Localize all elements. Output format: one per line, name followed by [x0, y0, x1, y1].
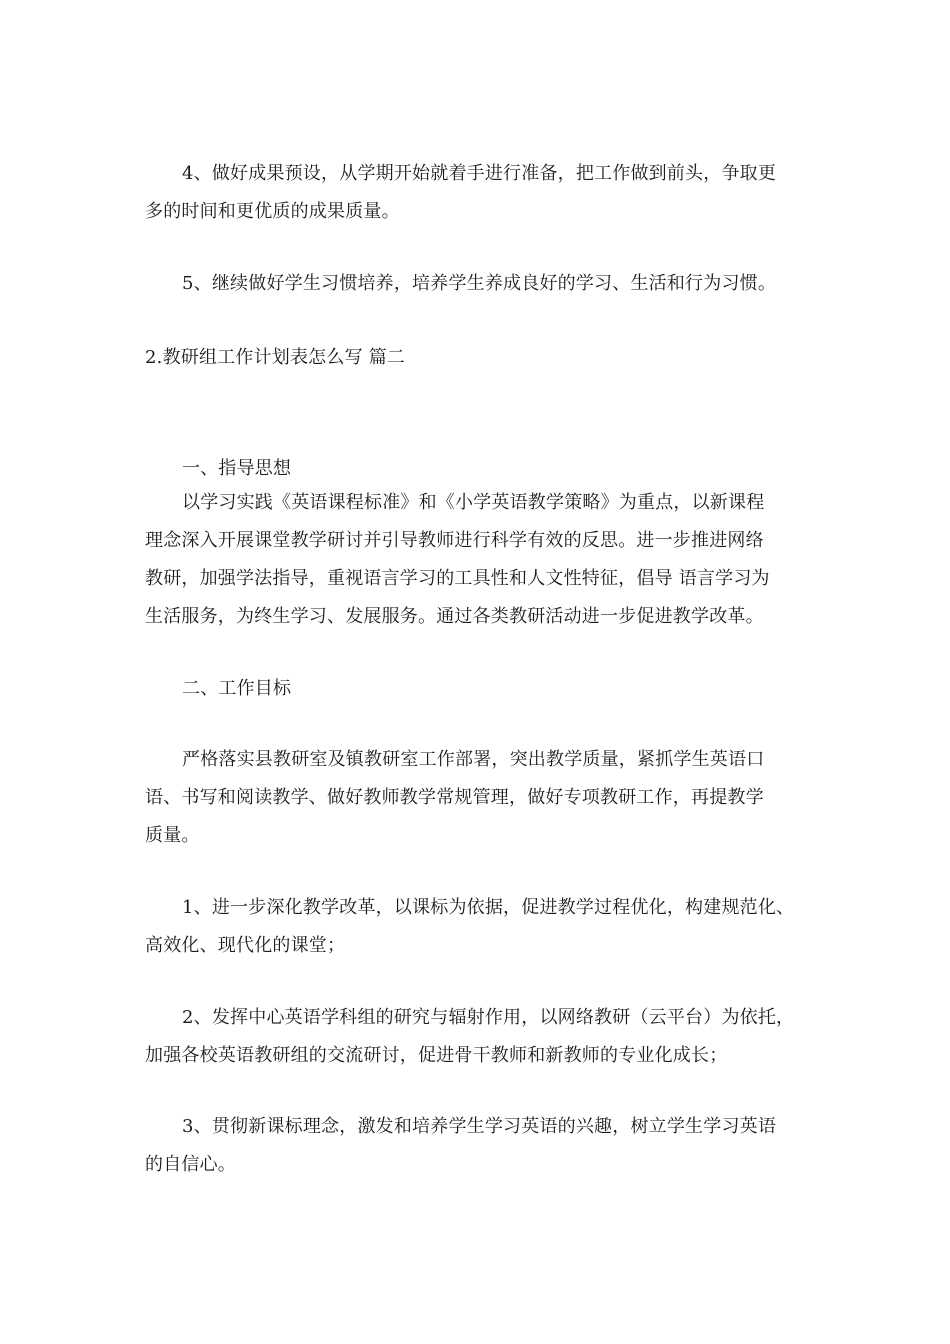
guiding-ideology-line-3: 教研，加强学法指导，重视语言学习的工具性和人文性特征，倡导 语言学习为	[145, 568, 770, 589]
guiding-ideology-line-1: 以学习实践《英语课程标准》和《小学英语教学策略》为重点，以新课程	[182, 492, 765, 513]
paragraph-4-line-1: 4、做好成果预设，从学期开始就着手进行准备，把工作做到前头，争取更	[182, 163, 777, 184]
work-goals-intro-line-3: 质量。	[145, 825, 200, 846]
goal-item-3-line-1: 3、贯彻新课标理念，激发和培养学生学习英语的兴趣，树立学生学习英语	[182, 1116, 777, 1137]
goal-item-3-line-2: 的自信心。	[145, 1154, 236, 1175]
goal-item-1-line-1: 1、进一步深化教学改革，以课标为依据，促进教学过程优化，构建规范化、	[182, 897, 795, 918]
work-goals-intro-line-1: 严格落实县教研室及镇教研室工作部署，突出教学质量，紧抓学生英语口	[182, 749, 765, 770]
goal-item-1-line-2: 高效化、现代化的课堂；	[145, 935, 346, 956]
section-heading: 2.教研组工作计划表怎么写 篇二	[145, 347, 406, 368]
guiding-ideology-line-2: 理念深入开展课堂教学研讨并引导教师进行科学有效的反思。进一步推进网络	[145, 530, 764, 551]
guiding-ideology-line-4: 生活服务，为终生学习、发展服务。通过各类教研活动进一步促进教学改革。	[145, 606, 764, 627]
guiding-ideology-title: 一、指导思想	[182, 458, 292, 479]
work-goals-intro-line-2: 语、书写和阅读教学、做好教师教学常规管理，做好专项教研工作，再提教学	[145, 787, 764, 808]
goal-item-2-line-1: 2、发挥中心英语学科组的研究与辐射作用，以网络教研（云平台）为依托，	[182, 1007, 795, 1028]
paragraph-4-line-2: 多的时间和更优质的成果质量。	[145, 201, 400, 222]
work-goals-title: 二、工作目标	[182, 678, 292, 699]
goal-item-2-line-2: 加强各校英语教研组的交流研讨，促进骨干教师和新教师的专业化成长；	[145, 1045, 728, 1066]
paragraph-5-line-1: 5、继续做好学生习惯培养，培养学生养成良好的学习、生活和行为习惯。	[182, 273, 777, 294]
